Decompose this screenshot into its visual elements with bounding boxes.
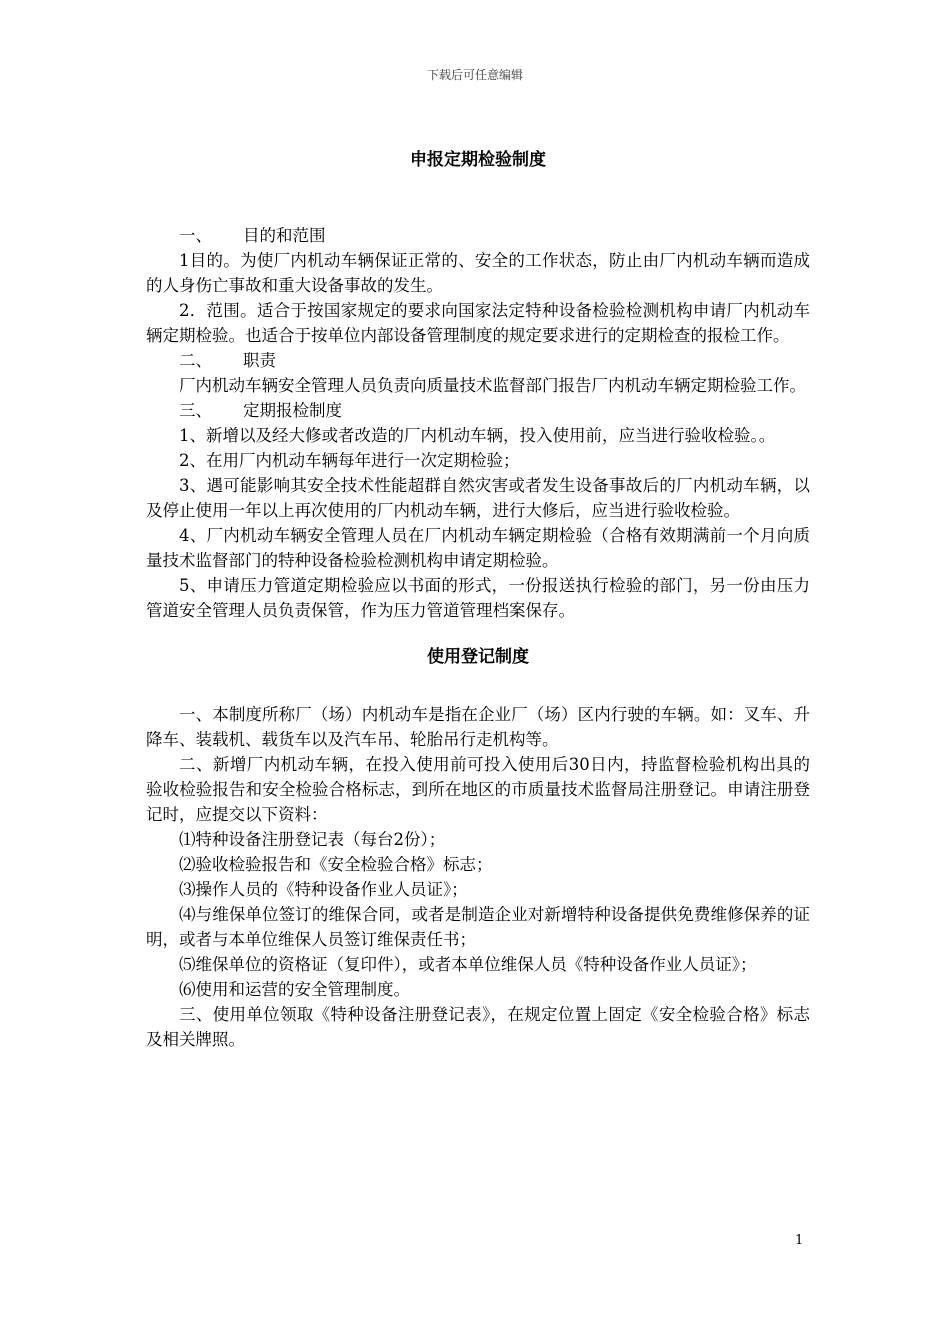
document-body bbox=[146, 148, 810, 1052]
page-header-note: 下载后可任意编辑 bbox=[426, 68, 523, 82]
paragraph-rule-1: 1、新增以及经大修或者改造的厂内机动车辆，投入使用前，应当进行验收检验。。 bbox=[179, 426, 776, 445]
heading-text: 定期报检制度 bbox=[243, 401, 342, 420]
spacer bbox=[146, 173, 810, 223]
paragraph-rule-4: 4、厂内机动车辆安全管理人员在厂内机动车辆定期检验（合格有效期满前一个月向质量技术监督部门的特种设备检验检测机构申请定期检验。 bbox=[146, 526, 810, 570]
paragraph-registration-3: 三、使用单位领取《特种设备注册登记表》，在规定位置上固定《安全检验合格》标志及相关牌照。 bbox=[146, 1005, 810, 1049]
heading-number: 二、 bbox=[179, 351, 212, 370]
heading-text: 目的和范围 bbox=[243, 226, 326, 245]
list-item: ⑸维保单位的资格证（复印件），或者本单位维保人员《特种设备作业人员证》； bbox=[179, 955, 757, 974]
list-item: ⑵验收检验报告和《安全检验合格》标志； bbox=[179, 855, 493, 874]
heading-number: 一、 bbox=[179, 226, 212, 245]
list-item: ⑹使用和运营的安全管理制度。 bbox=[179, 980, 410, 999]
spacer bbox=[146, 670, 810, 702]
paragraph-rule-5: 5、申请压力管道定期检验应以书面的形式，一份报送执行检验的部门，另一份由压力管道安全管理人员负责保管，作为压力管道管理档案保存。 bbox=[146, 576, 810, 620]
list-item: ⑷与维保单位签订的维保合同，或者是制造企业对新增特种设备提供免费维修保养的证明，或者与本单位维保人员签订维保责任书； bbox=[146, 905, 810, 949]
section-title-registration: 使用登记制度 bbox=[427, 647, 529, 667]
section-title-inspection: 申报定期检验制度 bbox=[410, 150, 546, 170]
section-heading-inspection-system bbox=[146, 398, 810, 423]
spacer bbox=[146, 623, 810, 645]
section-heading-purpose bbox=[146, 223, 810, 248]
paragraph-registration-1: 一、本制度所称厂（场）内机动车是指在企业厂（场）区内行驶的车辆。如：叉车、升降车、装载机、载货车以及汽车吊、轮胎吊行走机构等。 bbox=[146, 705, 810, 749]
paragraph-scope: 2．范围。适合于按国家规定的要求向国家法定特种设备检验检测机构申请厂内机动车辆定期检验。也适合于按单位内部设备管理制度的规定要求进行的定期检查的报检工作。 bbox=[146, 301, 810, 345]
paragraph-registration-2: 二、新增厂内机动车辆，在投入使用前可投入使用后30日内，持监督检验机构出具的验收检验报告和安全检验合格标志，到所在地区的市质量技术监督局注册登记。申请注册登记时，应提交以下资料： bbox=[146, 755, 810, 824]
paragraph-rule-2: 2、在用厂内机动车辆每年进行一次定期检验； bbox=[179, 451, 520, 470]
paragraph-purpose: 1目的。为使厂内机动车辆保证正常的、安全的工作状态，防止由厂内机动车辆而造成的人身伤亡事故和重大设备事故的发生。 bbox=[146, 251, 810, 295]
section-heading-duties bbox=[146, 348, 810, 373]
paragraph-duties: 厂内机动车辆安全管理人员负责向质量技术监督部门报告厂内机动车辆定期检验工作。 bbox=[179, 376, 806, 395]
page-number: 1 bbox=[795, 1233, 804, 1248]
list-item: ⑴特种设备注册登记表（每台2份）； bbox=[179, 830, 446, 849]
list-item: ⑶操作人员的《特种设备作业人员证》； bbox=[179, 880, 468, 899]
heading-text: 职责 bbox=[243, 351, 276, 370]
heading-number: 三、 bbox=[179, 401, 212, 420]
paragraph-rule-3: 3、遇可能影响其安全技术性能超群自然灾害或者发生设备事故后的厂内机动车辆，以及停止使用一年以上再次使用的厂内机动车辆，进行大修后，应当进行验收检验。 bbox=[146, 476, 810, 520]
